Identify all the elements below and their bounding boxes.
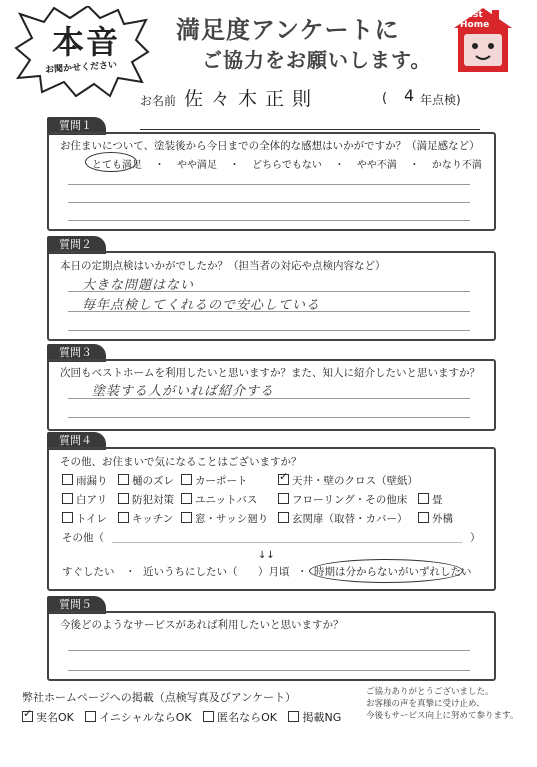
q4-label: フローリング・その他床 bbox=[292, 494, 408, 506]
thanks-line: お客様の声を真摯に受け止め、 bbox=[366, 699, 485, 709]
consent-real-name[interactable] bbox=[22, 711, 74, 724]
q4-checkbox-leak[interactable] bbox=[62, 473, 108, 488]
q1-option-very-dissatisfied[interactable]: かなり不満 bbox=[431, 160, 482, 171]
name-value[interactable]: 佐々木正則 bbox=[184, 88, 320, 110]
q4-label: 雨漏り bbox=[76, 475, 108, 487]
publish-consent-options bbox=[22, 709, 341, 725]
q5-question: 今後どのようなサービスがあれば利用したいと思いますか？ bbox=[60, 619, 344, 631]
q1-separator: ・ bbox=[229, 160, 240, 171]
q4-checkbox-flooring[interactable] bbox=[278, 492, 407, 507]
q1-answer-line bbox=[68, 202, 470, 203]
q5-tab: 質問５ bbox=[47, 596, 106, 614]
name-label: お名前 bbox=[140, 94, 177, 108]
q4-label: 白アリ bbox=[76, 494, 108, 506]
q4-label: トイレ bbox=[76, 513, 107, 525]
q4-other-label: その他（ bbox=[62, 532, 104, 544]
q4-label: キッチン bbox=[132, 513, 174, 525]
q1-option-somewhat-dissatisfied[interactable]: やや不満 bbox=[356, 160, 397, 171]
checkbox-icon[interactable] bbox=[418, 512, 429, 523]
q4-label: 窓・サッシ廻り bbox=[195, 513, 269, 525]
checkbox-checked-icon[interactable] bbox=[278, 474, 289, 485]
q1-separator: ・ bbox=[409, 160, 420, 171]
q3-answer-line bbox=[68, 398, 470, 399]
consent-label: 実名OK bbox=[36, 711, 74, 724]
year-paren: ( bbox=[382, 91, 388, 106]
q4-label: 畳 bbox=[432, 494, 443, 506]
q5-answer-line bbox=[68, 650, 470, 651]
q2-answer-line1[interactable]: 大きな問題はない bbox=[82, 278, 195, 293]
q4-timing-soon[interactable]: 近いうちにしたい（ bbox=[143, 566, 238, 578]
checkbox-icon[interactable] bbox=[203, 711, 214, 722]
consent-label: イニシャルならOK bbox=[99, 711, 192, 724]
q4-timing-separator: ・ bbox=[125, 566, 136, 578]
q1-answer-line bbox=[68, 220, 470, 221]
consent-label: 掲載NG bbox=[302, 711, 342, 724]
q2-question: 本日の定期点検はいかがでしたか？（担当者の対応や点検内容など） bbox=[60, 260, 386, 272]
q4-checkbox-tatami[interactable] bbox=[418, 492, 443, 507]
q2-answer-line bbox=[68, 330, 470, 331]
q4-label: 樋のズレ bbox=[132, 475, 174, 487]
q3-question: 次回もベストホームを利用したいと思いますか？また、知人に紹介したいと思いますか？ bbox=[60, 367, 480, 379]
q4-checkbox-unit-bath[interactable] bbox=[181, 492, 257, 507]
checkbox-icon[interactable] bbox=[418, 493, 429, 504]
badge-subtitle: お聞かせください bbox=[44, 60, 118, 76]
survey-subtitle: ご協力をお願いします。 bbox=[202, 48, 432, 72]
checkbox-icon[interactable] bbox=[62, 512, 73, 523]
q4-label: 天井・壁のクロス（壁紙） bbox=[292, 475, 418, 487]
q1-question: お住まいについて、塗装後から今日までの全体的な感想はいかがですか？（満足感など） bbox=[60, 140, 480, 152]
q4-selected-circle bbox=[309, 559, 463, 583]
q1-tab: 質問１ bbox=[47, 117, 106, 135]
q4-checkbox-security[interactable] bbox=[118, 492, 174, 507]
checkbox-icon[interactable] bbox=[278, 493, 289, 504]
q4-other-close: ） bbox=[470, 532, 481, 544]
checkbox-icon[interactable] bbox=[181, 474, 192, 485]
q4-timing-separator: ・ bbox=[297, 566, 308, 578]
q3-tab: 質問３ bbox=[47, 344, 106, 362]
thanks-line: 今後もサービス向上に努めて参ります。 bbox=[366, 711, 519, 721]
q4-question: その他、お住まいで気になることはございますか？ bbox=[60, 456, 302, 468]
checkbox-icon[interactable] bbox=[62, 474, 73, 485]
q4-label: ユニットバス bbox=[195, 494, 258, 506]
checkbox-icon[interactable] bbox=[288, 711, 299, 722]
q1-option-somewhat-satisfied[interactable]: やや満足 bbox=[177, 160, 217, 171]
consent-initials[interactable] bbox=[85, 711, 191, 724]
q2-tab: 質問２ bbox=[47, 236, 106, 254]
thanks-message bbox=[366, 686, 518, 722]
q3-answer-line1[interactable]: 塗装する人がいれば紹介する bbox=[92, 384, 275, 399]
q1-answer-line bbox=[68, 184, 470, 185]
thanks-line: ご協力ありがとうございました。 bbox=[366, 687, 494, 697]
q4-checkbox-kitchen[interactable] bbox=[118, 511, 173, 526]
logo-word-best: Best bbox=[460, 10, 483, 20]
q4-checkbox-termite[interactable] bbox=[62, 492, 107, 507]
q4-other-input[interactable] bbox=[112, 542, 462, 543]
badge-title: 本音 bbox=[52, 23, 121, 61]
q1-option-very-satisfied[interactable]: とても満足 bbox=[92, 160, 142, 171]
q4-checkbox-window-sash[interactable] bbox=[181, 511, 268, 526]
checkbox-icon[interactable] bbox=[181, 493, 192, 504]
q4-label: 防犯対策 bbox=[132, 494, 174, 506]
q1-option-neutral[interactable]: どちらでもない bbox=[252, 160, 322, 171]
q1-selected-circle bbox=[85, 152, 137, 172]
q4-timing-arrows: ↓↓ bbox=[258, 550, 275, 561]
q1-separator: ・ bbox=[154, 160, 165, 171]
q4-label: 玄関扉（取替・カバー） bbox=[292, 513, 408, 525]
checkbox-icon[interactable] bbox=[118, 474, 129, 485]
checkbox-icon[interactable] bbox=[62, 493, 73, 504]
checkbox-icon[interactable] bbox=[85, 711, 96, 722]
logo-word-home: Home bbox=[460, 20, 490, 30]
q4-timing-now[interactable]: すぐしたい bbox=[62, 566, 115, 578]
q2-answer-line2[interactable]: 毎年点検してくれるので安心している bbox=[82, 298, 321, 313]
q1-separator: ・ bbox=[334, 160, 345, 171]
publish-consent-title: 弊社ホームページへの掲載（点検写真及びアンケート） bbox=[22, 691, 297, 704]
inspection-year-value[interactable]: 4 bbox=[404, 86, 415, 105]
survey-title: 満足度アンケートに bbox=[176, 16, 400, 44]
consent-no-publish[interactable] bbox=[288, 711, 341, 724]
q4-checkbox-gutter[interactable] bbox=[118, 473, 174, 488]
q3-answer-line bbox=[68, 417, 470, 418]
q4-tab: 質問４ bbox=[47, 432, 106, 450]
checkbox-icon[interactable] bbox=[278, 512, 289, 523]
q4-checkbox-front-door[interactable] bbox=[278, 511, 408, 526]
q4-label: カーポート bbox=[195, 475, 248, 487]
consent-label: 匿名ならOK bbox=[217, 711, 277, 724]
checkbox-checked-icon[interactable] bbox=[22, 711, 33, 722]
q1-options bbox=[92, 156, 482, 171]
q4-timing-month: ）月頃 bbox=[258, 566, 290, 578]
q4-checkbox-ceiling-wall-cloth[interactable] bbox=[278, 473, 418, 488]
q4-timing-someday[interactable]: 時期は分からないがいずれしたい bbox=[314, 566, 472, 578]
q4-checkbox-exterior[interactable] bbox=[418, 511, 453, 526]
q2-answer-line bbox=[68, 311, 470, 312]
q4-label: 外構 bbox=[432, 513, 453, 525]
checkbox-icon[interactable] bbox=[118, 493, 129, 504]
checkbox-icon[interactable] bbox=[181, 512, 192, 523]
consent-anonymous[interactable] bbox=[203, 711, 277, 724]
q4-checkbox-carport[interactable] bbox=[181, 473, 248, 488]
checkbox-icon[interactable] bbox=[118, 512, 129, 523]
logo-text bbox=[460, 10, 489, 30]
q2-answer-line bbox=[68, 291, 470, 292]
q5-answer-line bbox=[68, 670, 470, 671]
inspection-year-label: 年点検) bbox=[420, 93, 461, 107]
q4-checkbox-toilet[interactable] bbox=[62, 511, 107, 526]
